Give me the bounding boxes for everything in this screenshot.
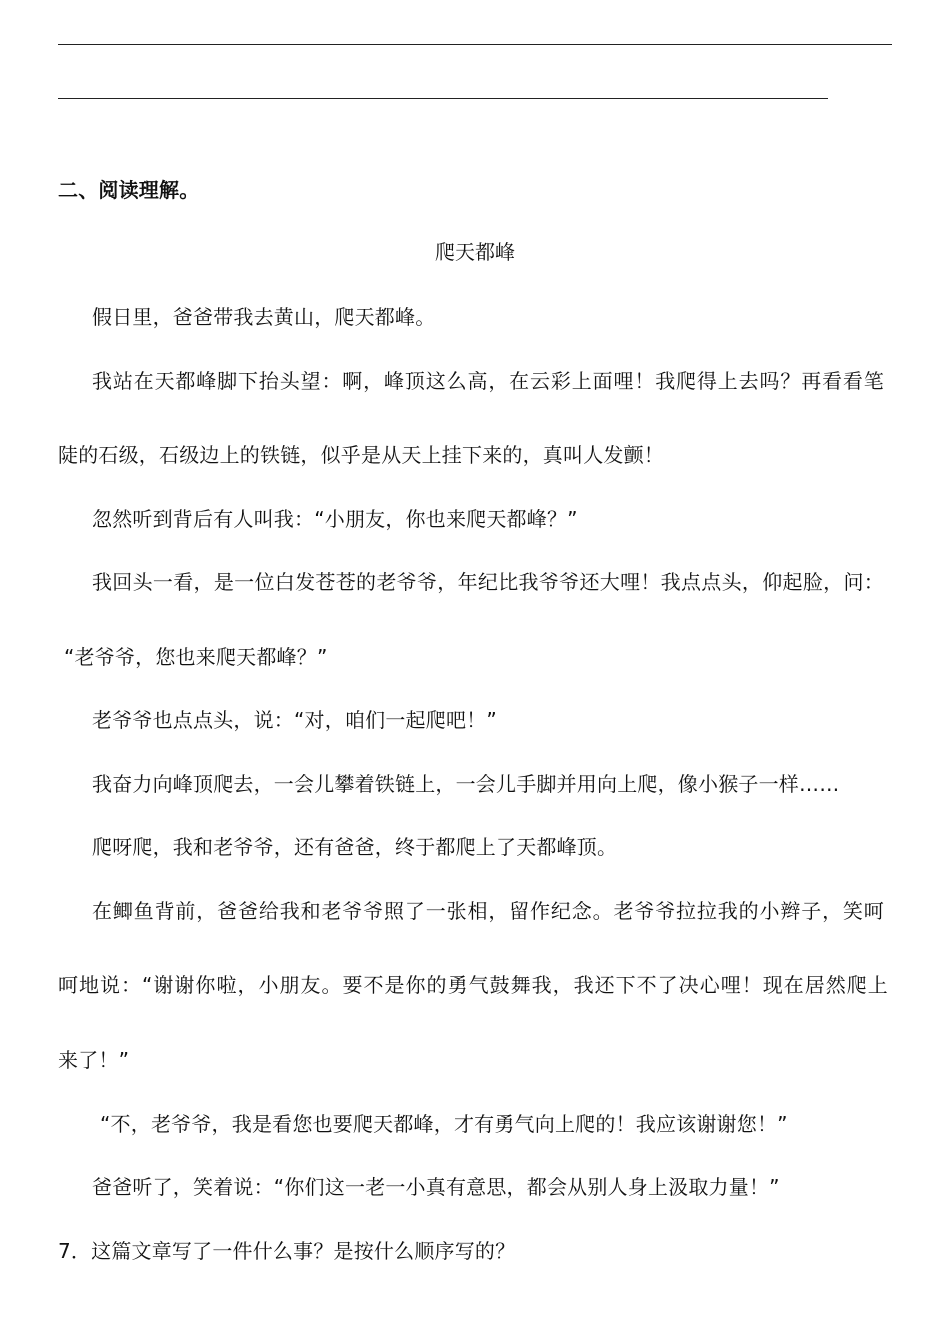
paragraph-line: 在鲫鱼背前，爸爸给我和老爷爷照了一张相，留作纪念。老爷爷拉拉我的小辫子，笑呵: [92, 899, 884, 923]
paragraph-line: 陡的石级，石级边上的铁链，似乎是从天上挂下来的，真叫人发颤！: [58, 443, 664, 467]
paragraph-line: 忽然听到背后有人叫我：“小朋友，你也来爬天都峰？”: [92, 507, 578, 531]
paragraph-line: 我奋力向峰顶爬去，一会儿攀着铁链上，一会儿手脚并用向上爬，像小猴子一样……: [92, 772, 840, 796]
question-7: 7．这篇文章写了一件什么事？是按什么顺序写的？: [58, 1239, 516, 1263]
paragraph-line: “不，老爷爷，我是看您也要爬天都峰，才有勇气向上爬的！我应该谢谢您！”: [100, 1112, 788, 1136]
paragraph-line: “老爷爷，您也来爬天都峰？”: [64, 645, 328, 669]
paragraph-line: 我站在天都峰脚下抬头望：啊，峰顶这么高，在云彩上面哩！我爬得上去吗？再看看笔: [92, 369, 884, 393]
paragraph-line: 老爷爷也点点头，说：“对，咱们一起爬吧！”: [92, 708, 497, 732]
paragraph-line: 假日里，爸爸带我去黄山，爬天都峰。: [92, 305, 436, 329]
paragraph-line: 呵地说：“谢谢你啦，小朋友。要不是你的勇气鼓舞我，我还下不了决心哩！现在居然爬上: [58, 973, 888, 997]
paragraph-line: 我回头一看，是一位白发苍苍的老爷爷，年纪比我爷爷还大哩！我点点头，仰起脸，问：: [92, 570, 884, 594]
answer-line-1: [58, 44, 892, 45]
paragraph-line: 来了！”: [58, 1048, 130, 1072]
paragraph-line: 爸爸听了，笑着说：“你们这一老一小真有意思，都会从别人身上汲取力量！”: [92, 1175, 780, 1199]
section-heading: 二、阅读理解。: [58, 178, 200, 202]
paragraph-line: 爬呀爬，我和老爷爷，还有爸爸，终于都爬上了天都峰顶。: [92, 835, 618, 859]
article-title: 爬天都峰: [435, 240, 515, 264]
answer-line-2: [58, 98, 828, 99]
